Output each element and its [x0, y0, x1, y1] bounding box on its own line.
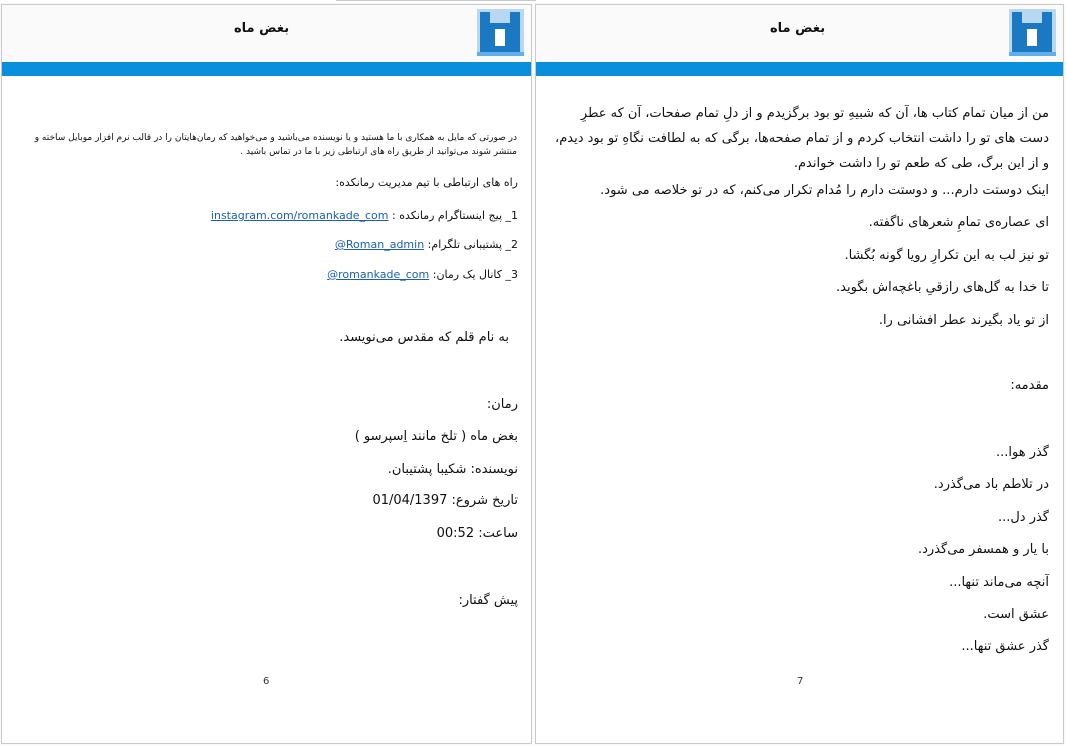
start-date-value: 01/04/1397: [372, 493, 448, 508]
page-7: [535, 4, 1064, 744]
romankade-logo-icon: [477, 9, 524, 56]
header-accent-bar: [536, 62, 1063, 76]
page-header-title: بغض ماه: [234, 21, 290, 36]
verse-line: عشق است.: [983, 607, 1049, 622]
romankade-logo-icon: [1009, 9, 1056, 56]
verse-line: با یار و همسفر می‌گذرد.: [918, 542, 1049, 557]
instagram-link[interactable]: instagram.com/romankade_com: [210, 209, 389, 222]
time-label: ساعت:: [478, 526, 518, 541]
contact-label: 2_ پشتیبانی تلگرام:: [427, 238, 518, 251]
text-line: ای عصاره‌ی تمامِ شعرهای ناگفته.: [868, 215, 1049, 230]
verse-line: گذر دل...: [997, 510, 1049, 525]
contact-instagram: [211, 209, 518, 222]
page-number: 7: [797, 676, 804, 687]
paragraph-line: و از این برگ، طی که طعم تو را داشت خواندم.: [793, 156, 1049, 171]
page-number: 6: [263, 676, 270, 687]
verse-line: آنچه می‌ماند تنها...: [949, 575, 1049, 590]
text-line: تا خدا به گل‌های رازقیِ باغچه‌اش بگوید.: [836, 280, 1049, 295]
header-accent-bar: [2, 62, 531, 76]
foreword-label: پیش گفتار:: [458, 593, 518, 608]
channel-link[interactable]: @romankade_com: [327, 268, 430, 281]
paragraph-line: من از میان تمام کتاب ها، آن که شبیهِ تو بود برگزیدم و از دلِ تمام صفحات، آن که عطرِ: [580, 106, 1049, 121]
opening-paragraph: [539, 101, 1049, 176]
time: [437, 526, 518, 541]
contact-telegram: [335, 238, 518, 251]
verse-line: گذر هوا...: [995, 445, 1049, 460]
page-header: [2, 5, 531, 62]
dedication: به نام قلم که مقدس می‌نویسد.: [339, 330, 509, 345]
viewer-top-edge: [336, 0, 536, 1]
contact-channel: [327, 268, 518, 281]
start-date: [372, 493, 518, 508]
author: نویسنده: شکیبا پشتیبان.: [387, 462, 518, 477]
paragraph-line: دست های تو را داشت انتخاب کردم و از تمام صفحه‌ها، برگی که به لطافت نگاهِ تو بود دیدم،: [555, 131, 1049, 146]
introduction-label: مقدمه:: [1010, 378, 1049, 393]
novel-label: رمان:: [486, 397, 518, 412]
page-header-title: بغض ماه: [770, 21, 826, 36]
text-line: تو نیز لب به این تکرارِ رویا گونه بُگشا.: [844, 248, 1049, 263]
verse-line: گذر عشق تنها...: [961, 639, 1049, 654]
page-6: [1, 4, 532, 744]
page-header: [536, 5, 1063, 62]
contacts-heading: راه های ارتباطی با تیم مدیریت رمانکده:: [335, 176, 518, 189]
telegram-link[interactable]: @Roman_admin: [334, 238, 425, 251]
time-value: 00:52: [436, 526, 475, 541]
text-line: از تو یاد بگیرند عطر افشانی را.: [878, 313, 1049, 328]
contact-label: 1_ پیج اینستاگرام رمانکده :: [392, 209, 518, 222]
novel-name: بغض ماه ( تلخ مانند اِسپرسو ): [354, 429, 518, 444]
text-line: اینک دوستت دارم... و دوستت دارم را مُدام تکرار می‌کنم، که در تو خلاصه می شود.: [600, 183, 1049, 198]
intro-text: در صورتی که مایل به همکاری با ما هستید و یا نویسنده می‌باشید و می‌خواهید که رمان‌هایتان را در قالب نرم افزار موبایل ساخته و منتشر شوند می‌توانید از طریق راه های ارتباطی زیر با ما در تماس باشید .: [34, 133, 517, 157]
contact-label: 3_ کانال یک رمان:: [432, 268, 518, 281]
verse-line: در تلاطم باد می‌گذرد.: [933, 477, 1049, 492]
start-date-label: تاریخ شروع:: [451, 493, 518, 508]
